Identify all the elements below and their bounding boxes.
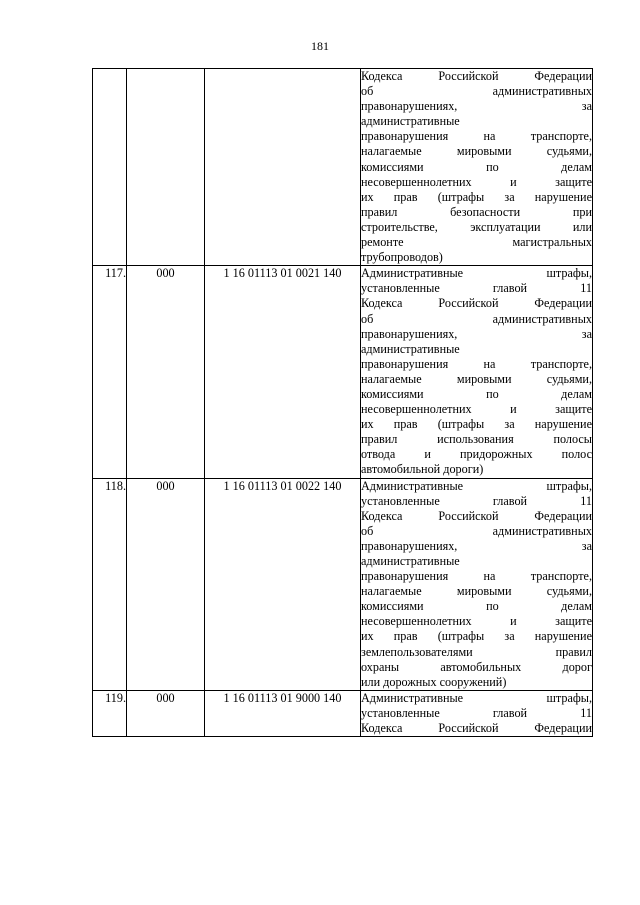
description-line: правил использования полосы [361,432,592,447]
kbk-code-cell: 1 16 01113 01 9000 140 [205,690,361,736]
description-line: административные [361,114,460,129]
kbk-code-cell [205,69,361,266]
description-line: правил безопасности при [361,204,592,219]
description-line: их прав (штрафы за нарушение [361,629,592,644]
kbk-code-cell: 1 16 01113 01 0021 140 [205,266,361,478]
description-line: несовершеннолетних и защите [361,614,592,629]
admin-code-cell: 000 [127,690,205,736]
description-line: административные [361,341,460,356]
admin-code-cell: 000 [127,478,205,690]
table-row [93,69,593,266]
description-line: правонарушения на транспорте, [361,356,592,371]
description-line: правонарушениях, за [361,326,592,341]
description-line: Административные штрафы, [361,266,592,281]
description-line: их прав (штрафы за нарушение [361,189,592,204]
description-line: об административных [361,84,592,99]
description-line: или дорожных сооружений) [361,674,507,689]
description-line: правонарушениях, за [361,538,592,553]
description-line: землепользователями правил [361,644,592,659]
description-line: установленные главой 11 [361,493,592,508]
description-cell [361,478,593,690]
description-line: правонарушения на транспорте, [361,569,592,584]
description-line: налагаемые мировыми судьями, [361,144,592,159]
description-line: их прав (штрафы за нарушение [361,417,592,432]
description-line: об административных [361,311,592,326]
description-line: правонарушения на транспорте, [361,129,592,144]
table-row [93,266,593,478]
row-number-cell: 117. [93,266,127,478]
description-line: несовершеннолетних и защите [361,402,592,417]
description-line: комиссиями по делам [361,386,592,401]
description-line: налагаемые мировыми судьями, [361,584,592,599]
description-line: об административных [361,523,592,538]
row-number-cell: 119. [93,690,127,736]
description-line: Кодекса Российской Федерации [361,721,592,736]
description-line: установленные главой 11 [361,705,592,720]
description-cell [361,69,593,266]
description-line: трубопроводов) [361,250,443,265]
table-row [93,478,593,690]
description-line: отвода и придорожных полос [361,447,592,462]
budget-codes-table [92,68,593,737]
admin-code-cell [127,69,205,266]
description-line: административные [361,554,460,568]
admin-code-cell: 000 [127,266,205,478]
description-line: установленные главой 11 [361,281,592,296]
row-number-cell: 118. [93,478,127,690]
description-line: Кодекса Российской Федерации [361,69,592,83]
description-line: комиссиями по делам [361,599,592,614]
page-number: 181 [311,39,329,53]
kbk-code-cell: 1 16 01113 01 0022 140 [205,478,361,690]
table-body [93,69,593,737]
row-number-cell [93,69,127,266]
description-cell [361,266,593,478]
description-line: Административные штрафы, [361,478,592,493]
description-line: комиссиями по делам [361,159,592,174]
description-line: автомобильной дороги) [361,462,484,477]
table-row [93,690,593,736]
description-line: Административные штрафы, [361,690,592,705]
description-line: ремонте магистральных [361,235,592,250]
description-line: несовершеннолетних и защите [361,174,592,189]
description-cell [361,690,593,736]
description-line: правонарушениях, за [361,99,592,114]
description-line: налагаемые мировыми судьями, [361,371,592,386]
description-line: охраны автомобильных дорог [361,659,592,674]
description-line: Кодекса Российской Федерации [361,296,592,311]
description-line: строительстве, эксплуатации или [361,219,592,234]
description-line: Кодекса Российской Федерации [361,508,592,523]
